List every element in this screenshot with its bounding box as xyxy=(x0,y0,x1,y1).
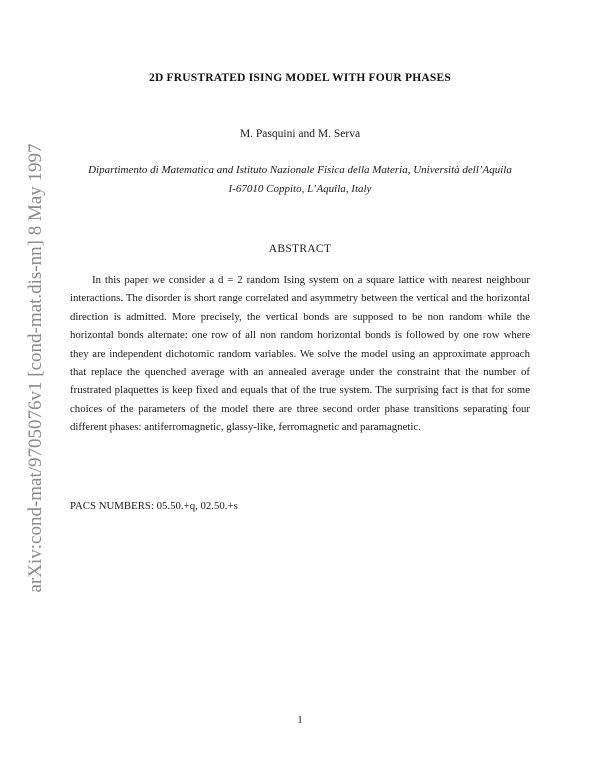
affiliation-line-1: Dipartimento di Matematica and Istituto Nazionale Fisica della Materia, Università dell’Aquila xyxy=(88,164,512,176)
affiliation xyxy=(40,161,560,199)
author-list: M. Pasquini and M. Serva xyxy=(239,128,361,140)
arxiv-identifier[interactable]: arXiv:cond-mat/9705076v1 [cond-mat.dis-nn] 8 May 1997 xyxy=(25,143,46,593)
affiliation-line-2: I-67010 Coppito, L’Aquila, Italy xyxy=(228,183,372,195)
abstract-heading: ABSTRACT xyxy=(268,243,332,255)
page-number: 1 xyxy=(297,714,303,726)
abstract-body xyxy=(70,271,530,437)
paper-title: 2D FRUSTRATED ISING MODEL WITH FOUR PHASES xyxy=(149,72,451,84)
pacs-numbers: PACS NUMBERS: 05.50.+q, 02.50.+s xyxy=(70,500,238,512)
abstract-paragraph: In this paper we consider a d = 2 random Ising system on a square lattice with nearest neighbour interactions. The disorder is short range correlated and asymmetry between the vertical and the horizontal direction is admitted. More precisely, the vertical bonds are supposed to be non random while the horizontal bonds alternate: one row of all non random horizontal bonds is followed by one row where they are independent dichotomic random variables. We solve the model using an approximate approach that replace the quenched average with an annealed average under the constraint that the number of frustrated plaquettes is keep fixed and equals that of the true system. The surprising fact is that for some choices of the parameters of the model there are three second order phase transitions separating four different phases: antiferromagnetic, glassy-like, ferromagnetic and paramagnetic. xyxy=(70,274,530,434)
